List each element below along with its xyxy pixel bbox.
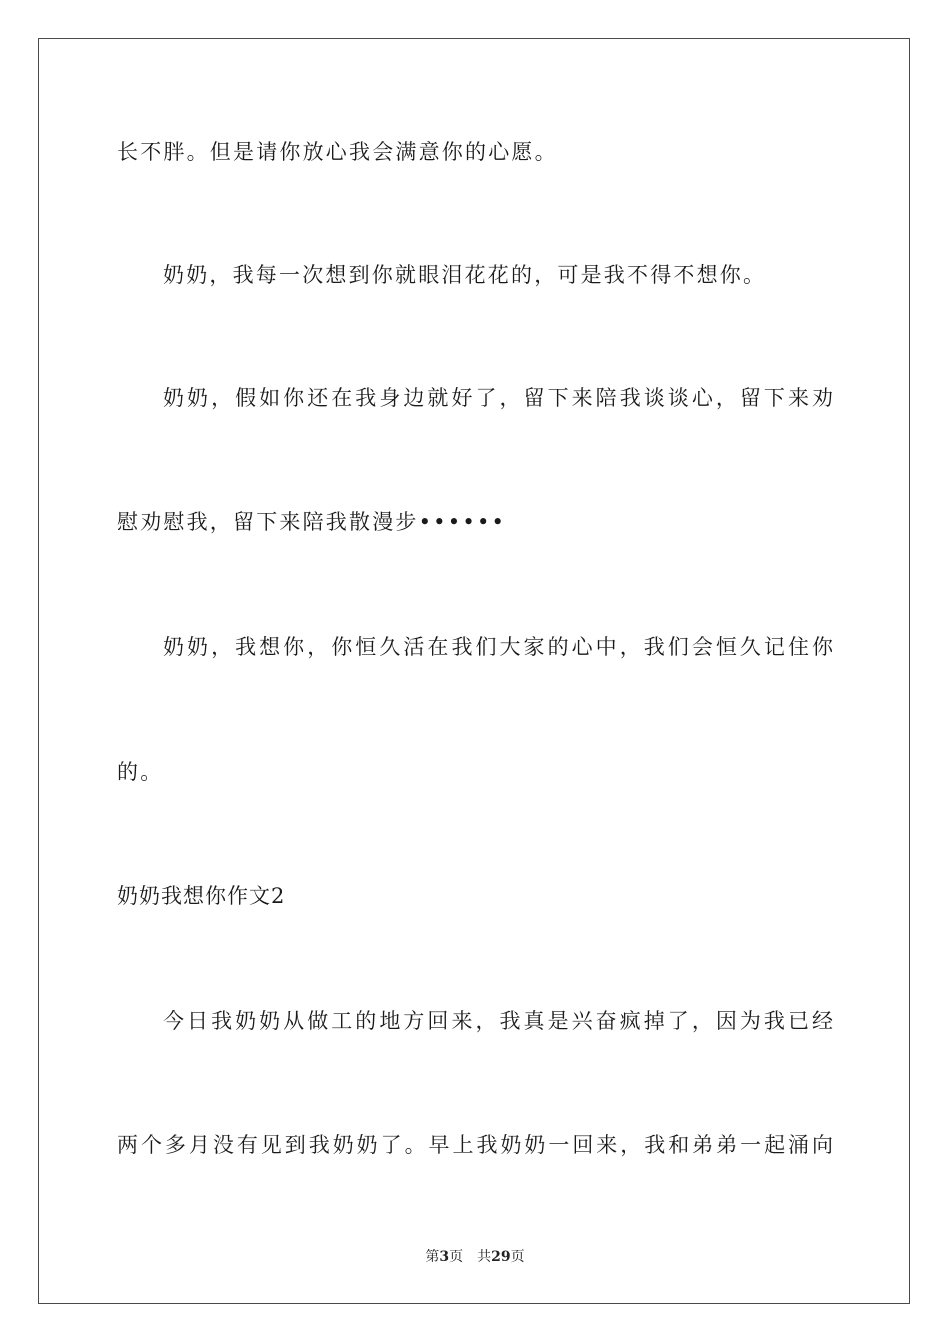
body-text-line: 奶奶，我想你，你恒久活在我们大家的心中，我们会恒久记住你 (163, 635, 833, 659)
footer-total-suffix: 页 (510, 1249, 525, 1265)
page-border (38, 38, 910, 1304)
footer-total-pages: 29 (491, 1249, 511, 1265)
body-text-line: 慰劝慰我，留下来陪我散漫步•••••• (117, 510, 507, 534)
body-text-line: 的。 (117, 760, 164, 784)
body-text-line: 奶奶，我每一次想到你就眼泪花花的，可是我不得不想你。 (163, 263, 767, 287)
section-heading: 奶奶我想你作文2 (117, 884, 286, 908)
body-text-line: 长不胖。但是请你放心我会满意你的心愿。 (117, 140, 558, 164)
page-footer (0, 1247, 950, 1267)
footer-total-prefix: 共 (477, 1249, 492, 1265)
body-text-line: 今日我奶奶从做工的地方回来，我真是兴奋疯掉了，因为我已经 (163, 1009, 833, 1033)
footer-page-number: 3 (439, 1249, 450, 1265)
footer-page-suffix: 页 (449, 1249, 464, 1265)
body-text-line: 奶奶，假如你还在我身边就好了，留下来陪我谈谈心，留下来劝 (163, 386, 833, 410)
body-text-line: 两个多月没有见到我奶奶了。早上我奶奶一回来，我和弟弟一起涌向 (117, 1133, 833, 1157)
footer-page-prefix: 第 (425, 1249, 440, 1265)
